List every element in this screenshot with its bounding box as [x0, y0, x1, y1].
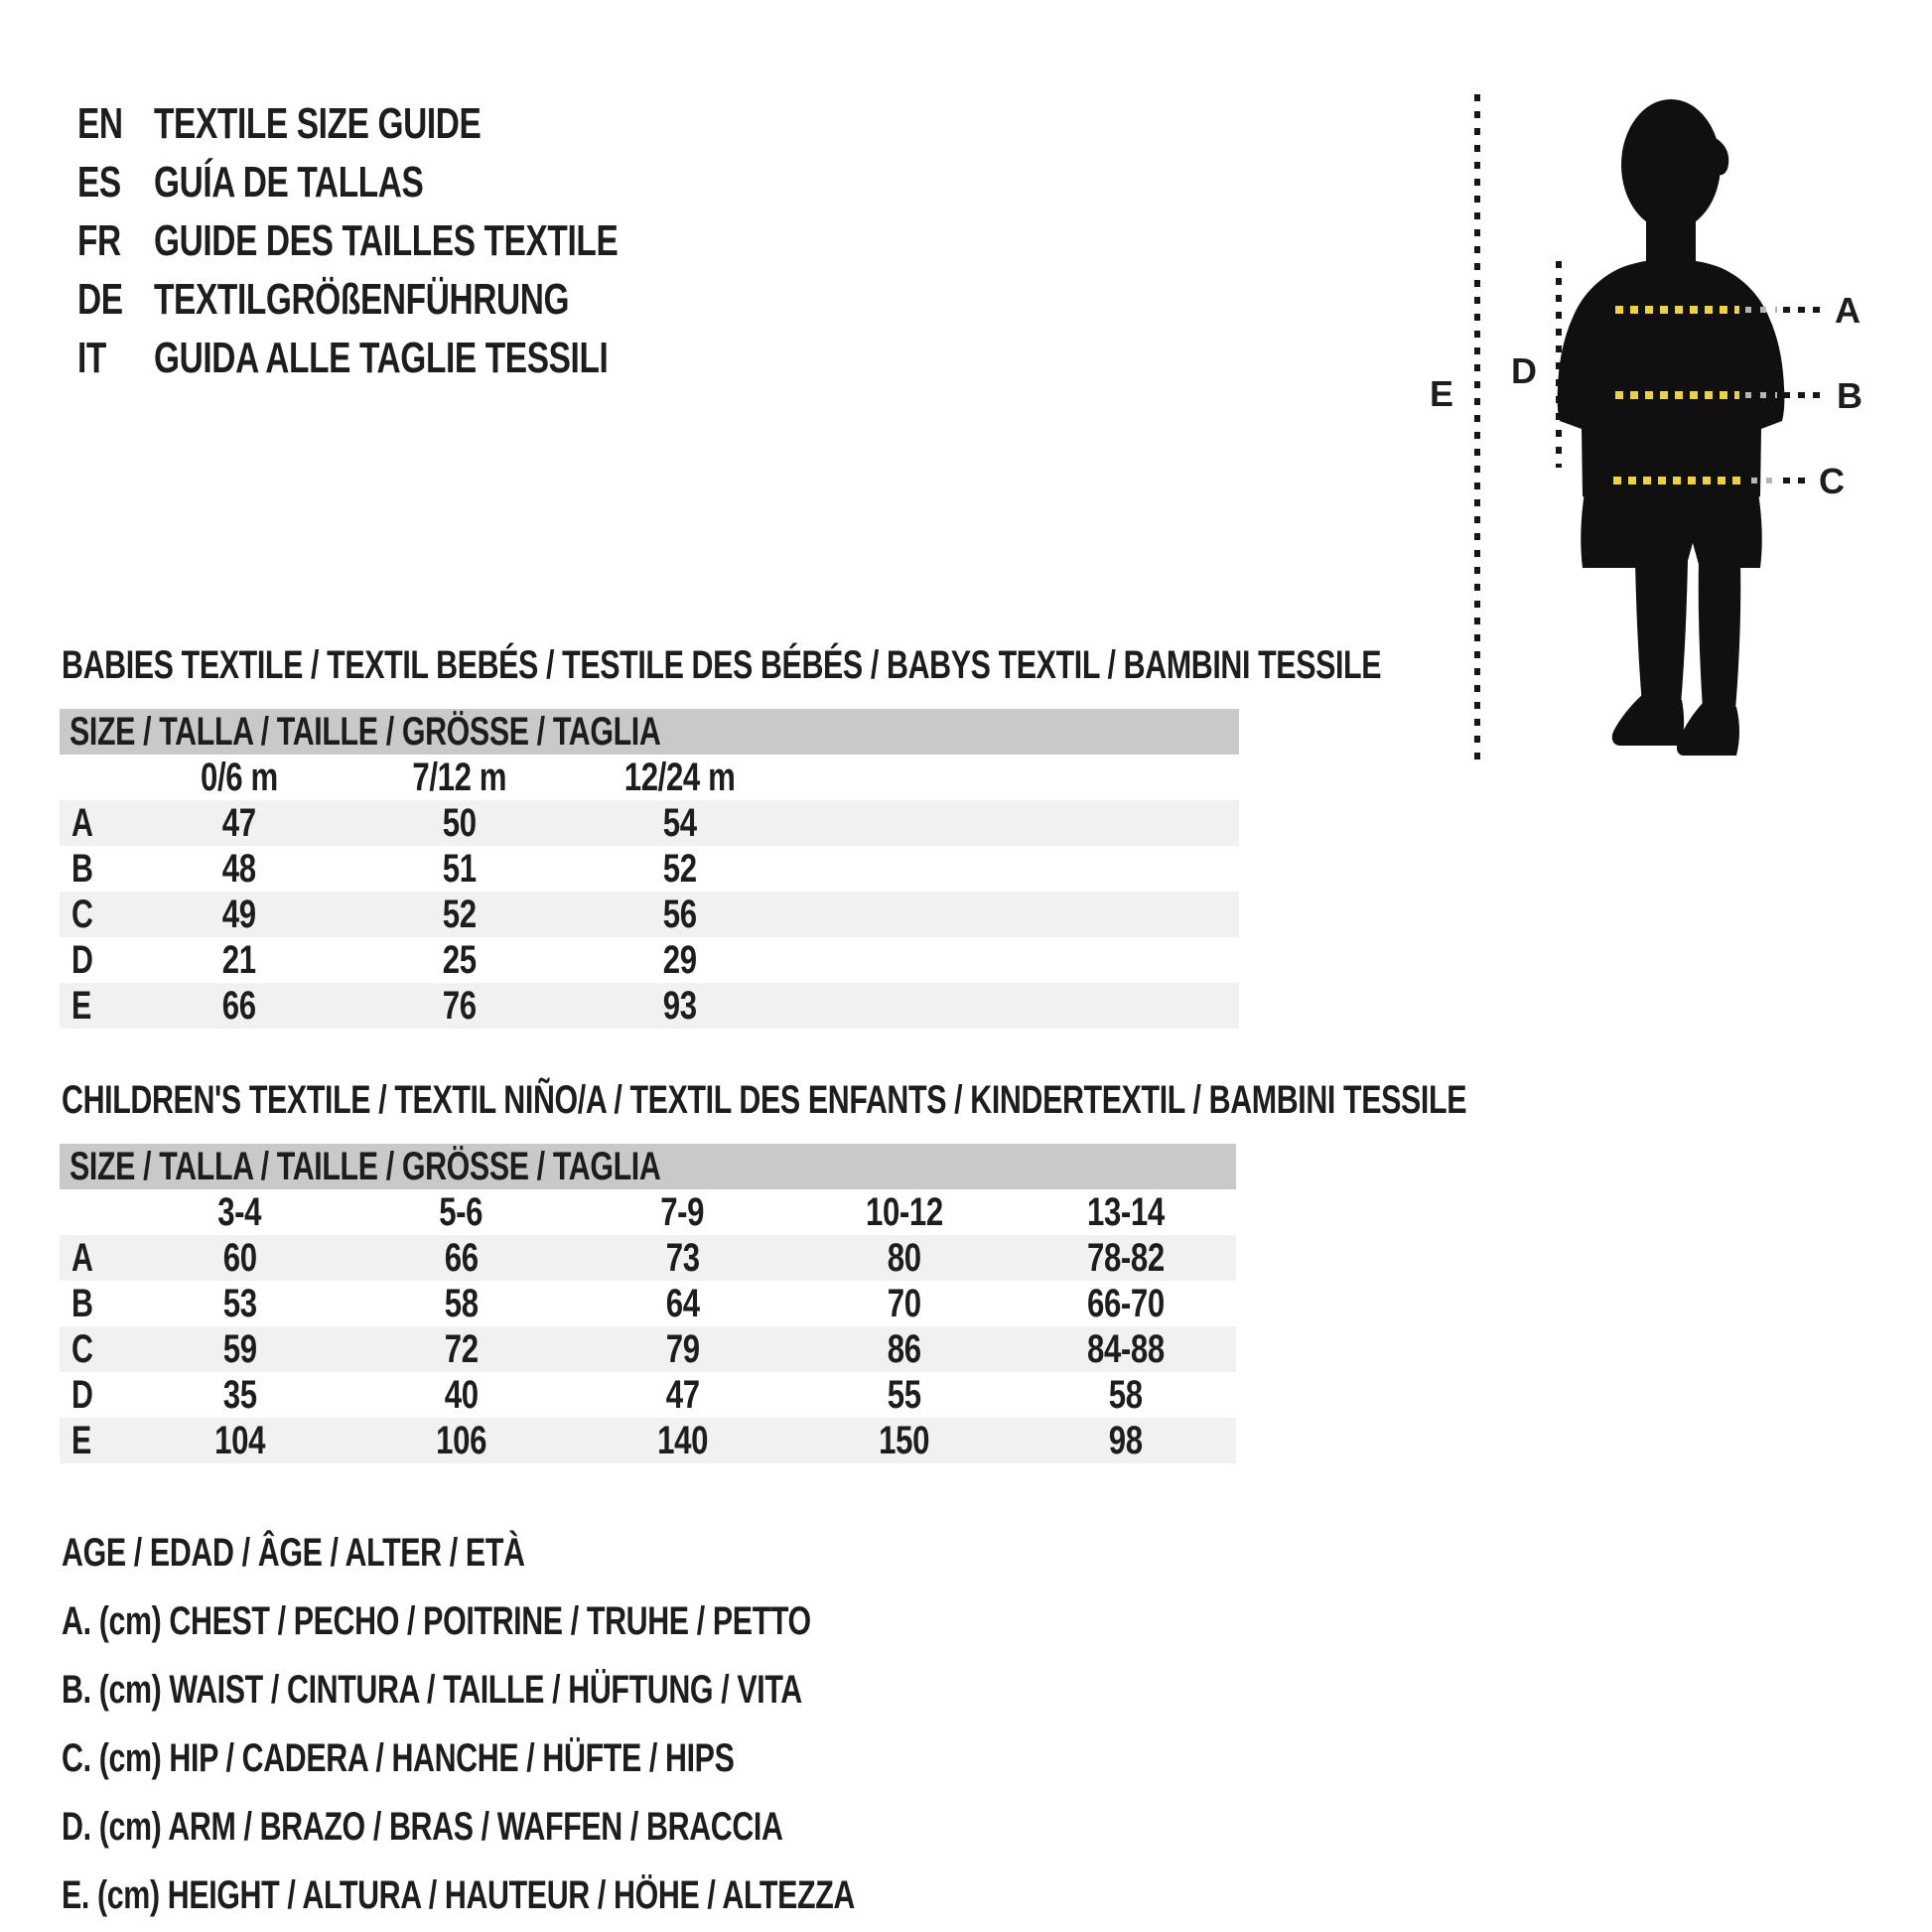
cell-value: 66: [222, 983, 256, 1028]
cell-value: 66-70: [1086, 1281, 1165, 1325]
babies-section-heading: BABIES TEXTILE / TEXTIL BEBÉS / TESTILE DES BÉBÉS / BABYS TEXTIL / BAMBINI TESSILE: [62, 643, 1382, 687]
cell-value: 51: [443, 846, 477, 891]
table-row: [60, 937, 1239, 983]
guide-title: TEXTILGRÖßENFÜHRUNG: [154, 275, 570, 324]
cell-value: 40: [444, 1372, 479, 1417]
cell-value: 35: [222, 1372, 257, 1417]
cell-value: 52: [443, 892, 477, 936]
children-column-header-row: [60, 1189, 1236, 1235]
lang-code: ES: [77, 158, 121, 207]
cell-value: 29: [663, 937, 697, 982]
legend-line-chest: A. (cm) CHEST / PECHO / POITRINE / TRUHE / PETTO: [62, 1599, 811, 1643]
cell-value: 66: [444, 1235, 479, 1280]
babies-size-table: [60, 709, 1239, 1029]
cell-value: 47: [222, 800, 256, 845]
table-row: [60, 1418, 1236, 1463]
cell-value: 58: [1108, 1372, 1143, 1417]
column-header: 7-9: [660, 1189, 705, 1234]
row-label: D: [71, 937, 93, 982]
table-row: [60, 846, 1239, 892]
legend-line-arm: D. (cm) ARM / BRAZO / BRAS / WAFFEN / BRACCIA: [62, 1805, 783, 1849]
guide-title: GUIDA ALLE TAGLIE TESSILI: [154, 334, 609, 382]
cell-value: 86: [887, 1326, 921, 1371]
table-row: [60, 1235, 1236, 1281]
label-a: A: [1835, 290, 1861, 331]
row-label: B: [71, 846, 93, 891]
row-label: E: [71, 1418, 91, 1462]
label-b: B: [1837, 375, 1863, 416]
cell-value: 64: [665, 1281, 700, 1325]
cell-value: 93: [663, 983, 697, 1028]
babies-column-header-row: [60, 755, 1239, 800]
cell-value: 84-88: [1086, 1326, 1165, 1371]
cell-value: 73: [665, 1235, 700, 1280]
cell-value: 53: [222, 1281, 257, 1325]
row-label: C: [71, 1326, 93, 1371]
cell-value: 106: [436, 1418, 486, 1462]
row-label: B: [71, 1281, 93, 1325]
children-size-table: [60, 1144, 1236, 1463]
column-header: 0/6 m: [201, 755, 278, 799]
legend-line-hip: C. (cm) HIP / CADERA / HANCHE / HÜFTE / HIPS: [62, 1736, 735, 1780]
guide-title: GUIDE DES TAILLES TEXTILE: [154, 216, 619, 265]
lang-code: DE: [77, 275, 123, 324]
label-d: D: [1511, 350, 1537, 391]
row-label: D: [71, 1372, 93, 1417]
label-c: C: [1819, 461, 1845, 501]
cell-value: 79: [665, 1326, 700, 1371]
guide-title: TEXTILE SIZE GUIDE: [154, 99, 482, 148]
table-row: [60, 1372, 1236, 1418]
cell-value: 78-82: [1086, 1235, 1165, 1280]
cell-value: 48: [222, 846, 256, 891]
cell-value: 70: [887, 1281, 921, 1325]
row-label: A: [71, 1235, 93, 1280]
cell-value: 47: [665, 1372, 700, 1417]
cell-value: 52: [663, 846, 697, 891]
column-header: 3-4: [217, 1189, 262, 1234]
cell-value: 140: [657, 1418, 708, 1462]
cell-value: 72: [444, 1326, 479, 1371]
column-header: 5-6: [439, 1189, 483, 1234]
lang-code: EN: [77, 99, 123, 148]
cell-value: 25: [443, 937, 477, 982]
cell-value: 55: [887, 1372, 921, 1417]
cell-value: 80: [887, 1235, 921, 1280]
babies-size-bar: SIZE / TALLA / TAILLE / GRÖSSE / TAGLIA: [60, 709, 1239, 755]
lang-code: IT: [77, 334, 106, 382]
lang-code: FR: [77, 216, 121, 265]
cell-value: 104: [214, 1418, 265, 1462]
table-row: [60, 800, 1239, 846]
cell-value: 60: [222, 1235, 257, 1280]
cell-value: 150: [879, 1418, 929, 1462]
cell-value: 98: [1108, 1418, 1143, 1462]
table-row: [60, 983, 1239, 1029]
cell-value: 58: [444, 1281, 479, 1325]
children-section-heading: CHILDREN'S TEXTILE / TEXTIL NIÑO/A / TEXTIL DES ENFANTS / KINDERTEXTIL / BAMBINI TESSILE: [62, 1078, 1467, 1122]
cell-value: 76: [443, 983, 477, 1028]
legend-line-age: AGE / EDAD / ÂGE / ALTER / ETÀ: [62, 1531, 525, 1575]
table-row: [60, 1281, 1236, 1326]
column-header: 10-12: [865, 1189, 943, 1234]
legend-line-height: E. (cm) HEIGHT / ALTURA / HAUTEUR / HÖHE / ALTEZZA: [62, 1873, 855, 1917]
children-size-bar: SIZE / TALLA / TAILLE / GRÖSSE / TAGLIA: [60, 1144, 1236, 1189]
legend-line-waist: B. (cm) WAIST / CINTURA / TAILLE / HÜFTUNG / VITA: [62, 1668, 802, 1712]
cell-value: 50: [443, 800, 477, 845]
column-header: 12/24 m: [624, 755, 736, 799]
cell-value: 54: [663, 800, 697, 845]
guide-title: GUÍA DE TALLAS: [154, 158, 424, 207]
label-e: E: [1430, 373, 1454, 414]
cell-value: 56: [663, 892, 697, 936]
cell-value: 59: [222, 1326, 257, 1371]
row-label: C: [71, 892, 93, 936]
row-label: E: [71, 983, 91, 1028]
table-row: [60, 1326, 1236, 1372]
row-label: A: [71, 800, 93, 845]
column-header: 7/12 m: [412, 755, 507, 799]
column-header: 13-14: [1086, 1189, 1165, 1234]
cell-value: 21: [222, 937, 256, 982]
table-row: [60, 892, 1239, 937]
cell-value: 49: [222, 892, 256, 936]
